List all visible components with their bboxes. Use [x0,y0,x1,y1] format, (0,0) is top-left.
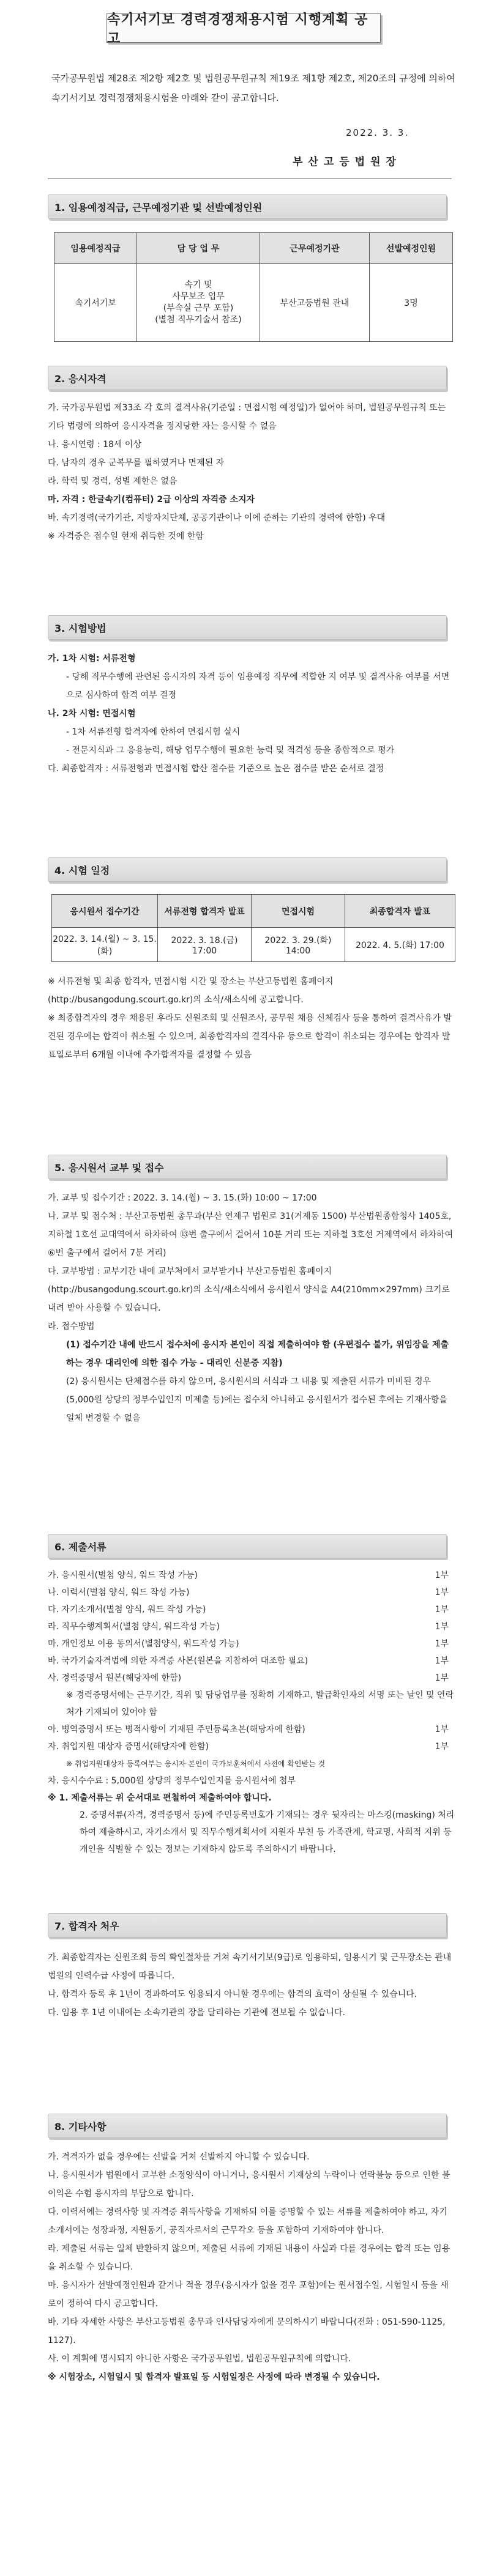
document-title: 속기서기보 경력경쟁채용시험 시행계획 공고 [107,13,381,43]
document-qty: 1부 [435,1588,449,1597]
eligibility-item: 라. 학력 및 경력, 성별 제한은 없음 [48,476,178,486]
document-note: ※ 취업지원대상자 등록여부는 응시자 본인이 국가보훈처에서 사전에 확인받는 것 [66,1760,326,1768]
method-item: 나. 2차 시험: 면접시험 [48,709,136,719]
positions-table [54,232,453,342]
document-name: 라. 직무수행계획서(별첨 양식, 워드작성 가능) [48,1622,220,1632]
application-item: 라. 접수방법 [48,1322,95,1331]
document-qty: 1부 [435,1622,449,1632]
col-header: 선발예정인원 [370,233,453,264]
treatment-list [48,1949,455,2022]
org-cell: 부산고등법원 관내 [260,264,370,342]
schedule-cell: 2022. 4. 5.(화) 17:00 [345,928,455,962]
issuer-name: 부산고등법원장 [293,156,402,168]
section-7-heading: 7. 합격자 처우 [48,1913,447,1938]
schedule-cell: 2022. 3. 14.(월) ~ 3. 15.(화) [52,928,158,962]
misc-item: 바. 기타 자세한 사항은 부산고등법원 총무과 인사담당자에게 문의하시기 바랍니다(전화 : 051-590-1125, 1127). [48,2317,446,2345]
application-item: (1) 접수기간 내에 반드시 접수처에 응시자 본인이 직접 제출하여야 함 (우편접수 불가, 위임장을 제출하는 경우 대리인에 의한 접수 가능 - 대리인 신분증 지참) [66,1340,449,1368]
misc-item: 마. 응시자가 선발예정인원과 같거나 적을 경우(응시자가 없을 경우 포함)에는 원서접수일, 시험일시 등을 새로이 정하여 다시 공고합니다. [48,2281,449,2309]
document-name: 가. 응시원서(별첨 양식, 워드 작성 가능) [48,1571,198,1580]
document-qty: 1부 [435,1605,449,1615]
eligibility-item: 나. 응시연령 : 18세 이상 [48,440,141,450]
application-item: 가. 교부 및 접수기간 : 2022. 3. 14.(월) ~ 3. 15.(화) 10:00 ~ 17:00 [48,1193,317,1203]
section-5-heading: 5. 응시원서 교부 및 접수 [48,1155,447,1179]
schedule-note: ※ 서류전형 및 최종 합격자, 면접시험 시간 및 장소는 부산고등법원 홈페이지 (http://busangodung.scourt.go.kr)의 소식/새소식에 공고합니다. [48,977,334,1005]
documents-list [48,1567,455,1858]
section-6-heading: 6. 제출서류 [48,1534,447,1558]
application-item: (2) 응시원서는 단체접수를 하지 않으며, 응시원서의 서식과 그 내용 및 제출된 서류가 미비된 경우(5,000원 상당의 정부수입인지 미제출 등)에는 접수치 아니하고 응시원서가 접수된 후에는 기재사항을 일체 변경할 수 없음 [66,1377,447,1423]
misc-item: 사. 이 계획에 명시되지 아니한 사항은 국가공무원법, 법원공무원규칙에 의합니다. [48,2354,351,2364]
document-name: 나. 이력서(별첨 양식, 워드 작성 가능) [48,1588,190,1597]
document-qty: 1부 [435,1742,449,1752]
schedule-table [51,894,455,962]
rank-cell: 속기서기보 [54,264,137,342]
document-note: ※ 1. 제출서류는 위 순서대로 편철하여 제출하여야 합니다. [48,1793,272,1803]
eligibility-list [48,399,455,546]
document-row [48,1635,455,1653]
misc-list [48,2148,455,2386]
document-name: 사. 경력증명서 원본(해당자에 한함) [48,1673,182,1683]
schedule-notes [48,972,455,1064]
treatment-item: 나. 합격자 등록 후 1년이 경과하여도 임용되지 아니할 경우에는 합격의 효력이 상실될 수 있습니다. [48,1989,417,1999]
document-qty: 1부 [435,1639,449,1649]
treatment-item: 가. 최종합격자는 신원조회 등의 확인절차를 거쳐 속기서기보(9급)로 임용하되, 임용시기 및 근무장소는 관내 법원의 인력수급 사정에 따릅니다. [48,1953,452,1981]
section-4-heading: 4. 시험 일정 [48,857,447,882]
col-header: 근무예정기관 [260,233,370,264]
document-row [48,1584,455,1601]
announcement-date: 2022. 3. 3. [346,127,409,138]
eligibility-item: 바. 속기경력(국가기관, 지방자치단체, 공공기관이나 이에 준하는 기관의 경력에 한함) 우대 [48,513,386,523]
method-item: - 전문지식과 그 응용능력, 해당 업무수행에 필요한 능력 및 적격성 등을 종합적으로 평가 [66,746,395,755]
col-header: 임용예정직급 [54,233,137,264]
document-row [48,1618,455,1635]
schedule-cell: 2022. 3. 18.(금) 17:00 [158,928,252,962]
duty-line: (부속실 근무 포함) [163,303,234,313]
col-header: 최종합격자 발표 [345,895,455,928]
count-cell: 3명 [370,264,453,342]
document-row [48,1567,455,1584]
document-note: 2. 증명서류(자격, 경력증명서 등)에 주민등록번호가 기재되는 경우 뒷자리는 마스킹(masking) 처리하여 제출하시고, 자기소개서 및 직무수행계획서에 지원자 부친 등 가족관계, 학교명, 사회적 지위 등 개인을 식별할 수 있는 정보는 기재하지 않도록 주의하시기 바랍니다. [80,1810,455,1854]
document-name: 마. 개인정보 이용 동의서(별첨양식, 워드작성 가능) [48,1639,239,1649]
document-qty: 1부 [435,1673,449,1683]
col-header: 담 당 업 무 [137,233,260,264]
method-item: 가. 1차 시험: 서류전형 [48,654,136,664]
duty-line: 사무보조 업무 [172,291,225,302]
section-2-heading: 2. 응시자격 [48,366,447,390]
section-8-heading: 8. 기타사항 [48,2114,447,2138]
document-qty: 1부 [435,1725,449,1734]
section-1-heading: 1. 임용예정직급, 근무예정기관 및 선발예정인원 [48,194,447,219]
eligibility-note: ※ 자격증은 접수일 현재 취득한 것에 한함 [48,531,204,541]
col-header: 서류전형 합격자 발표 [158,895,252,928]
misc-note: ※ 시험장소, 시험일시 및 합격자 발표일 등 시험일정은 사정에 따라 변경될 수 있습니다. [48,2372,380,2382]
document-note: 차. 응시수수료 : 5,000원 상당의 정부수입인지를 응시원서에 첨부 [48,1776,296,1786]
document-note: ※ 경력증명서에는 근무기간, 직위 및 담당업무를 정확히 기재하고, 발급확인자의 서명 또는 날인 및 연락처가 기재되어 있어야 함 [66,1690,454,1717]
document-name: 아. 병역증명서 또는 병적사항이 기재된 주민등록초본(해당자에 한함) [48,1725,305,1734]
duty-line: (별첨 직무기술서 참조) [155,314,242,325]
document-name: 바. 국가기술자격법에 의한 자격증 사본(원본을 지참하여 대조함 필요) [48,1656,308,1666]
misc-item: 다. 이력서에는 경력사항 및 자격증 취득사항을 기재하되 이를 증명할 수 있는 서류를 제출하여야 하고, 자기소개서에는 성장과정, 지원동기, 공직자로서의 근무각오 등을 포함하여 기재하여야 합니다. [48,2207,447,2235]
eligibility-item: 가. 국가공무원법 제33조 각 호의 결격사유(기준일 : 면접시험 예정일)가 없어야 하며, 법원공무원규칙 또는 기타 법령에 의하여 응시자격을 정지당한 자는 응시할 수 없음 [48,403,446,431]
method-item: - 1차 서류전형 합격자에 한하여 면접시험 실시 [66,727,241,737]
method-item: 다. 최종합격자 : 서류전형과 면접시험 합산 점수를 기준으로 높은 점수를 받은 순서로 결정 [48,764,384,774]
application-item: 다. 교부방법 : 교부기간 내에 교부처에서 교부받거나 부산고등법원 홈페이지(http://busangodung.scourt.go.kr)의 소식/새소식에서 응시원서 양식을 A4(210mm×297mm) 크기로 내려 받아 사용할 수 있습니다. [48,1267,450,1313]
document-qty: 1부 [435,1571,449,1580]
col-header: 응시원서 접수기간 [52,895,158,928]
misc-item: 라. 제출된 서류는 일체 반환하지 않으며, 제출된 서류에 기재된 내용이 사실과 다를 경우에는 합격 또는 임용을 취소할 수 있습니다. [48,2244,450,2272]
schedule-note: ※ 최종합격자의 경우 채용된 후라도 신원조회 및 신원조사, 공무원 채용 신체검사 등을 통하여 결격사유가 발견된 경우에는 합격이 취소될 수 있으며, 최종합격자의 결격사유 등으로 합격이 취소되는 경우에는 합격자 발표일로부터 6개월 이내에 추가합격자를 결정할 수 있음 [48,1013,452,1060]
document-row [48,1721,455,1738]
misc-item: 나. 응시원서가 법원에서 교부한 소정양식이 아니거나, 응시원서 기재상의 누락이나 연락불능 등으로 인한 불이익은 수험 응시자의 부담으로 합니다. [48,2171,450,2199]
document-row [48,1653,455,1670]
eligibility-item: 마. 자격 : 한글속기(컴퓨터) 2급 이상의 자격증 소지자 [48,495,255,505]
eligibility-item: 다. 남자의 경우 군복무를 필하였거나 면제된 자 [48,458,225,468]
document-qty: 1부 [435,1656,449,1666]
method-item: - 당해 직무수행에 관련된 응시자의 자격 등이 임용예정 직무에 적합한 지 여부 및 결격사유 여부를 서면으로 심사하여 합격 여부 결정 [66,672,450,700]
application-list [48,1189,455,1427]
document-row [48,1601,455,1618]
duty-cell [137,264,260,342]
treatment-item: 다. 임용 후 1년 이내에는 소속기관의 장을 달리하는 기관에 전보될 수 없습니다. [48,2008,346,2018]
application-item: 나. 교부 및 접수처 : 부산고등법원 총무과(부산 연제구 법원로 31(거제동 1500) 부산법원종합청사 1405호, 지하철 1호선 교대역에서 하차하여 ⑬번 출구에서 걸어서 10분 거리 또는 지하철 3호선 거제역에서 하차하여 ⑥번 출구에서 걸어서 7분 거리) [48,1212,453,1258]
document-name: 자. 취업지원 대상자 증명서(해당자에 한함) [48,1742,209,1752]
col-header: 면접시험 [252,895,345,928]
document-name: 다. 자기소개서(별첨 양식, 워드 작성 가능) [48,1605,206,1615]
intro-paragraph: 국가공무원법 제28조 제2항 제2호 및 법원공무원규칙 제19조 제1항 제2호, 제20조의 규정에 의하여 속기서기보 경력경쟁채용시험을 아래와 같이 공고합니다. [51,73,455,103]
schedule-cell: 2022. 3. 29.(화) 14:00 [252,928,345,962]
document-row [48,1670,455,1687]
document-row [48,1738,455,1755]
exam-method-list [48,650,455,778]
duty-line: 속기 및 [184,279,212,290]
misc-item: 가. 격격자가 없을 경우에는 선발을 거쳐 선발하지 아니할 수 있습니다. [48,2152,310,2162]
section-3-heading: 3. 시험방법 [48,615,447,640]
